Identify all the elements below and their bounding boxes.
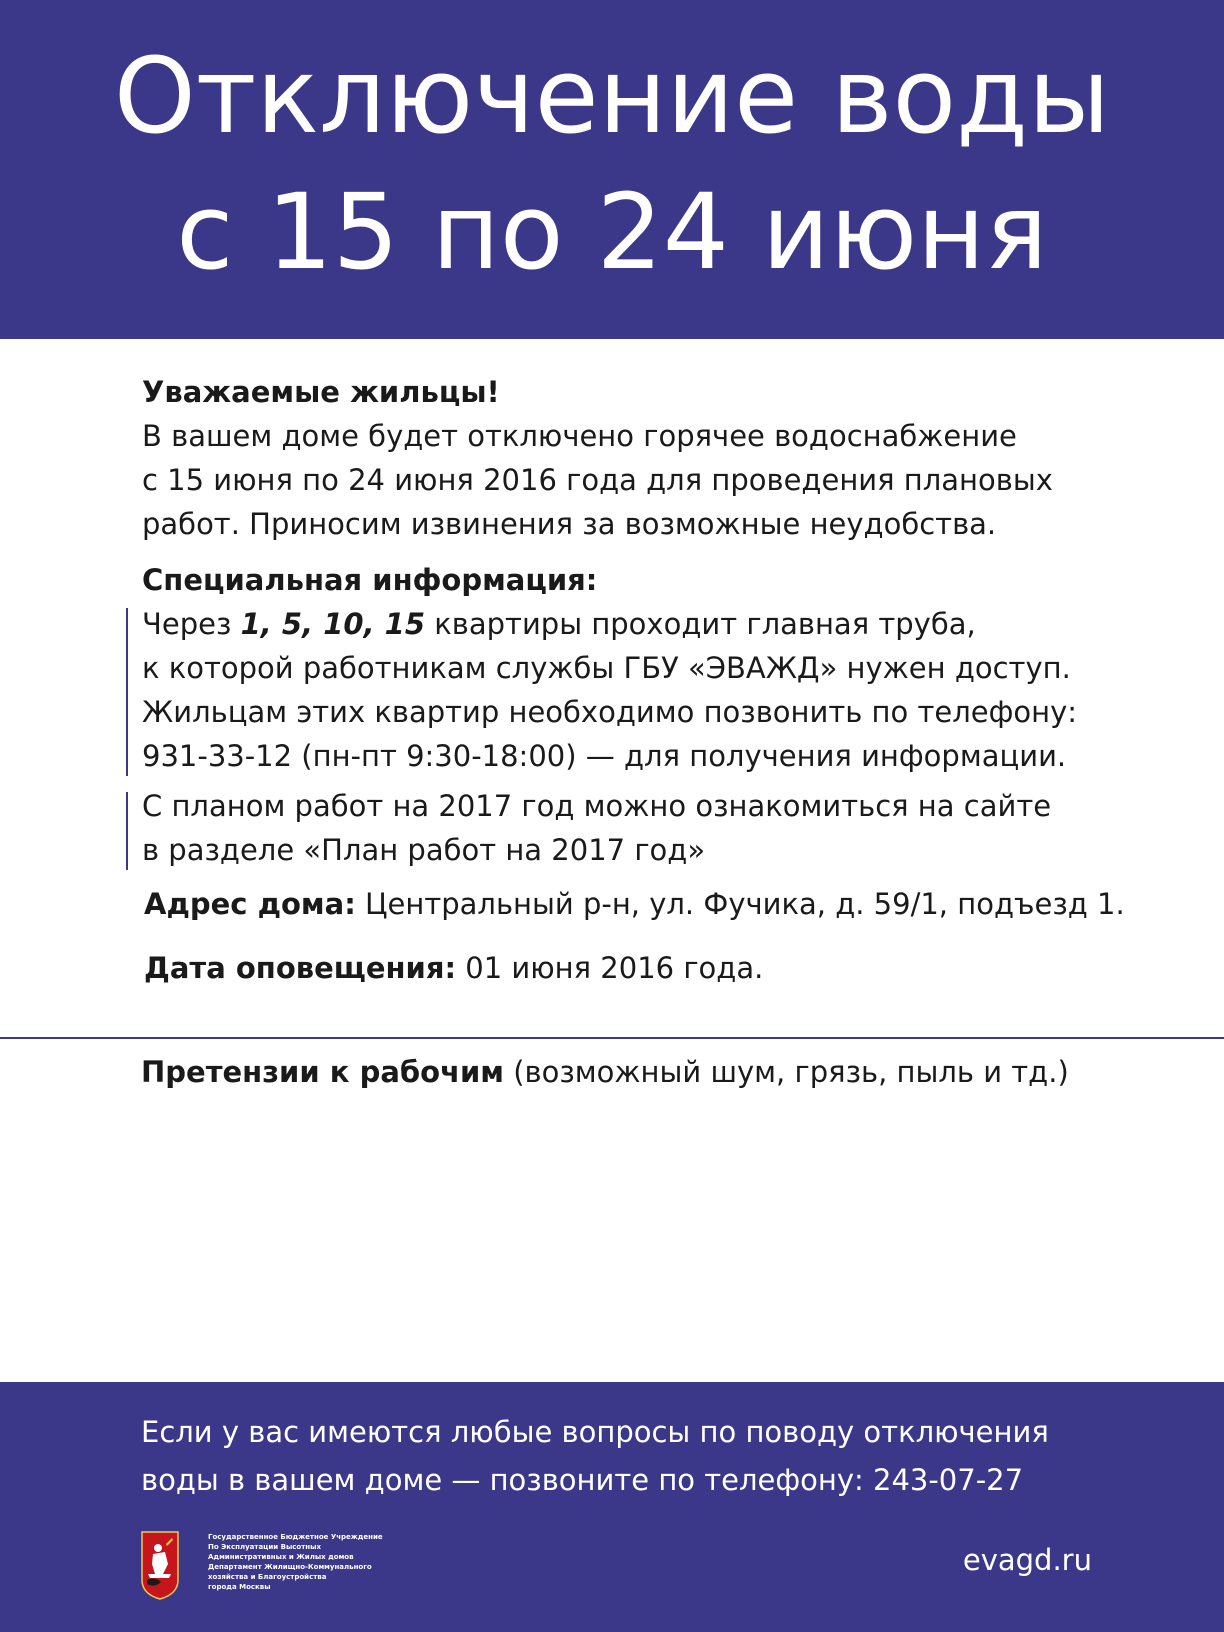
special-info-line-4: 931-33-12 (пн-пт 9:30-18:00) — для получения информации. [142,739,1067,773]
apartment-numbers: 1, 5, 10, 15 [240,607,426,641]
special-suffix: квартиры проходит главная труба, [425,607,976,641]
house-address [144,882,1182,926]
org-line-2: По Эксплуатации Высотных [208,1543,321,1551]
worker-claims [141,1050,1069,1094]
date-label: Дата оповещения: [144,951,457,985]
special-info-line-1 [142,602,1182,646]
claims-value: (возможный шум, грязь, пыль и тд.) [504,1055,1069,1089]
footer-line-2: воды в вашем доме — позвоните по телефону: 243-07-27 [141,1463,1024,1497]
org-line-6: города Москвы [208,1583,271,1591]
greeting-heading: Уважаемые жильцы! [142,375,500,409]
address-value: Центральный р-н, ул. Фучика, д. 59/1, подъезд 1. [355,887,1125,921]
notice-body-line-2: с 15 июня по 24 июня 2016 года для проведения плановых [142,463,1053,497]
footer-contact [141,1408,1049,1504]
special-info-line-2: к которой работникам службы ГБУ «ЭВАЖД» нужен доступ. [142,651,1071,685]
special-info-block [142,602,1182,778]
section-divider [0,1037,1224,1039]
quote-bar [126,608,128,776]
special-info-heading: Специальная информация: [142,563,598,597]
claims-label: Претензии к рабочим [141,1055,505,1089]
notice-content [142,370,1182,990]
date-value: 01 июня 2016 года. [456,951,764,985]
quote-bar [126,792,128,870]
moscow-coat-of-arms-icon [141,1530,179,1600]
organization-name [208,1532,398,1592]
header-banner [0,0,1224,339]
page-title-line-2: с 15 по 24 июня [176,171,1048,293]
org-line-5: хозяйства и Благоустройства [208,1573,327,1581]
page-title-line-1: Отключение воды [113,35,1111,157]
footer-banner [0,1382,1224,1632]
notification-date [144,946,1182,990]
special-info-line-3: Жильцам этих квартир необходимо позвонить по телефону: [142,695,1078,729]
org-line-3: Административных и Жилых домов [208,1553,354,1561]
work-plan-block [142,784,1182,872]
work-plan-line-1: С планом работ на 2017 год можно ознакомиться на сайте [142,789,1052,823]
work-plan-line-2: в разделе «План работ на 2017 год» [142,833,706,867]
address-label: Адрес дома: [144,887,356,921]
footer-line-1: Если у вас имеются любые вопросы по поводу отключения [141,1415,1049,1449]
notice-intro [142,370,1182,546]
notice-body-line-1: В вашем доме будет отключено горячее водоснабжение [142,419,1017,453]
special-prefix: Через [142,607,241,641]
org-line-4: Департамент Жилищно-Коммунального [208,1563,372,1571]
notice-body-line-3: работ. Приносим извинения за возможные неудобства. [142,507,997,541]
website-url: evagd.ru [962,1543,1092,1577]
org-line-1: Государственное Бюджетное Учреждение [208,1533,383,1541]
